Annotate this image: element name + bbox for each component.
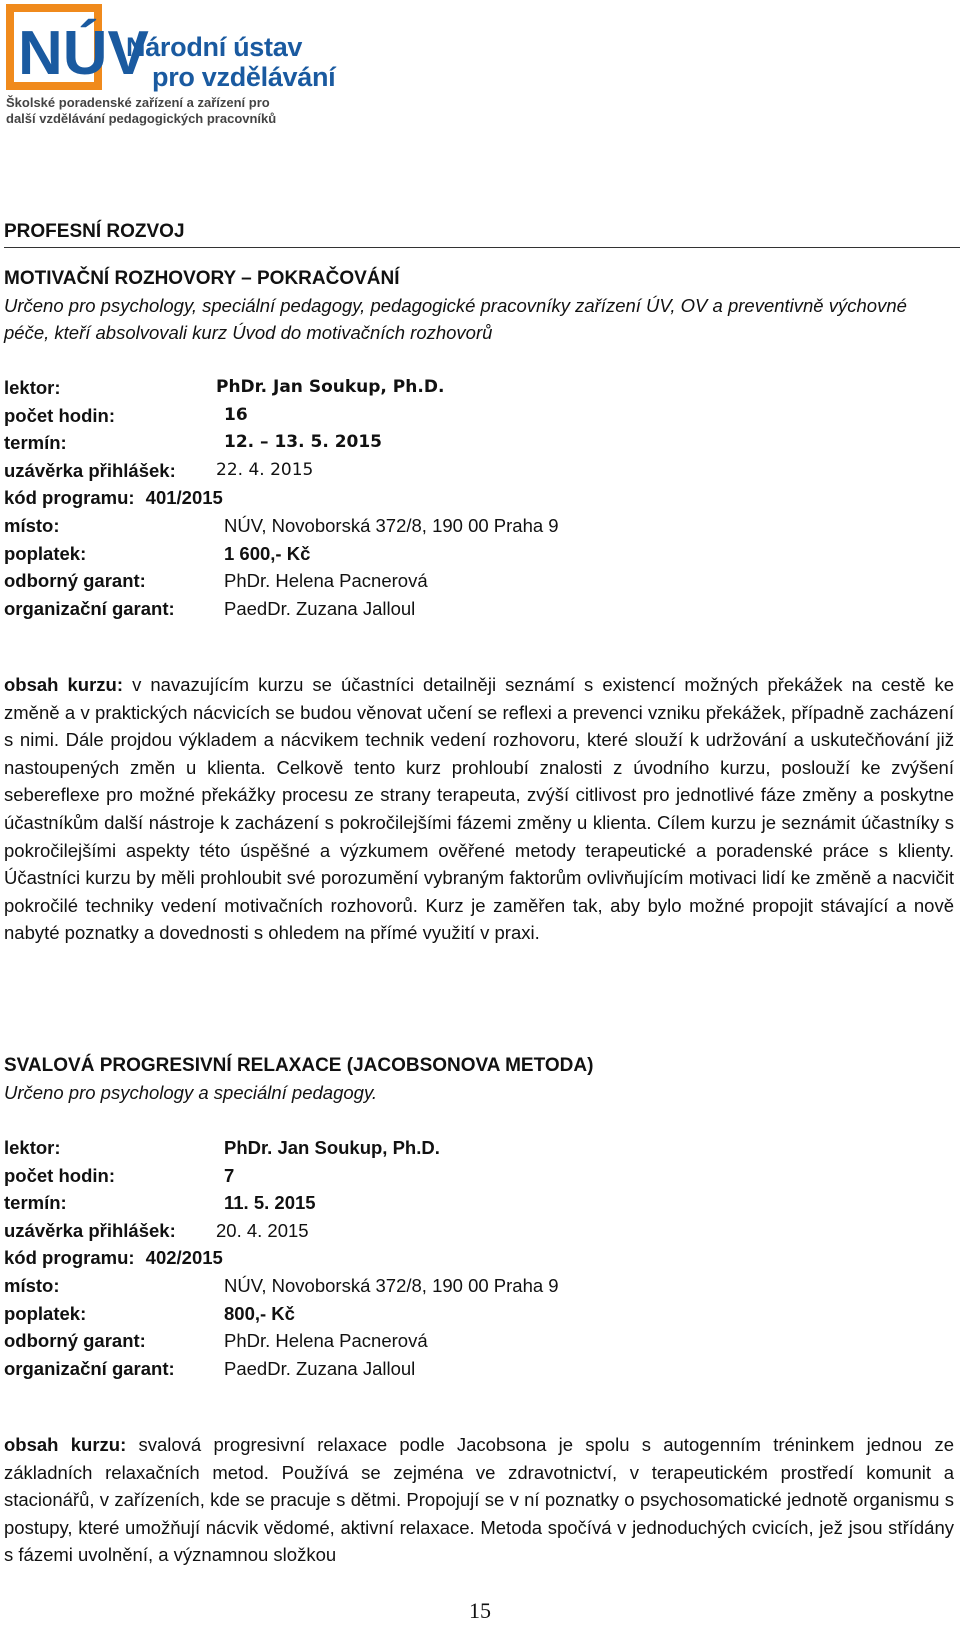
detail-label: uzávěrka přihlášek: [4,1219,176,1241]
detail-value-expert: PhDr. Helena Pacnerová [224,1330,428,1352]
detail-value-hours: 7 [224,1164,235,1186]
section-title: PROFESNÍ ROZVOJ [4,221,185,242]
detail-label: kód programu: [4,487,135,509]
detail-value-term: 12. – 13. 5. 2015 [224,432,383,453]
course-1-title: MOTIVAČNÍ ROZHOVORY – POKRAČOVÁNÍ [4,268,400,289]
detail-row-program [4,484,904,512]
detail-row-term [4,1189,904,1217]
detail-row-lector [4,1134,904,1162]
detail-value-org: PaedDr. Zuzana Jalloul [224,597,416,619]
org-name-line1: Národní ústav [126,32,303,62]
section-divider [4,247,960,248]
detail-row-place [4,1272,904,1300]
course-2-content [4,1431,954,1569]
detail-label: termín: [4,432,67,454]
detail-value-fee: 1 600,- Kč [224,542,311,564]
org-subtitle-line1: Školské poradenské zařízení a zařízení pro [6,95,270,110]
detail-label: poplatek: [4,542,87,564]
detail-row-place [4,512,904,540]
detail-row-deadline [4,457,904,485]
course-2-title: SVALOVÁ PROGRESIVNÍ RELAXACE (JACOBSONOVA METODA) [4,1055,594,1076]
course-1-content [4,671,954,947]
detail-value-term: 11. 5. 2015 [224,1192,316,1214]
detail-value-deadline: 20. 4. 2015 [216,1219,309,1241]
org-subtitle-line2: další vzdělávání pedagogických pracovníků [6,111,277,126]
course-1-intended-for: Určeno pro psychology, speciální pedagogy, pedagogické pracovníky zařízení ÚV, OV a preventivně výchovné péče, kteří absolvovali kurz Úvod do motivačních rozhovorů [4,295,907,343]
detail-label: odborný garant: [4,1330,146,1352]
detail-label: lektor: [4,1137,61,1158]
detail-row-expert [4,567,904,595]
detail-label: uzávěrka přihlášek: [4,459,176,481]
detail-value-place: NÚV, Novoborská 372/8, 190 00 Praha 9 [224,1274,559,1296]
detail-row-expert [4,1327,904,1355]
detail-label: lektor: [4,377,61,398]
detail-row-term [4,429,904,457]
detail-label: odborný garant: [4,570,146,592]
detail-label: místo: [4,514,60,536]
detail-label: počet hodin: [4,1164,115,1186]
org-name-line2: pro vzdělávání [152,62,336,92]
course-2-header [4,1052,956,1106]
detail-label: kód programu: [4,1247,135,1269]
detail-row-fee [4,1300,904,1328]
detail-row-lector [4,374,904,402]
course-1-details [4,374,904,622]
detail-value-lector: PhDr. Jan Soukup, Ph.D. [216,377,445,397]
detail-value-hours: 16 [224,404,248,425]
content-text: svalová progresivní relaxace podle Jacobsona je spolu s autogenním tréninkem jednou ze základních relaxačních metod. Používá se zejména ve zdravotnictví, v terapeutickém prostředí komunit a stacionářů, v zařízeních, kde se pracuje s dětmi. Propojují se v ní poznatky o psychosomatické jednotě organismu s postupy, které umožňují nácvik vědomé, aktivní relaxace. Metoda spočívá v jednoduchých cvicích, jež jsou střídány s fázemi uvolnění, a významnou složkou [4,1434,954,1566]
detail-label: termín: [4,1192,67,1214]
detail-row-org [4,1355,904,1383]
content-text: v navazujícím kurzu se účastníci detailněji seznámí s existencí možných překážek na cestě ke změně a v praktických nácvicích se budou věnovat učení se reflexi a prevenci vzniku překážek, případně zacházení s nimi. Dále projdou výkladem a nácvikem technik vedení rozhovoru, které slouží k udržování a uskutečňování již nastoupených změn u klienta. Celkově tento kurz prohloubí znalosti z úvodního kurzu, poslouží ke zvýšení sebereflexe pro možné překážky procesu ze strany terapeuta, zvýší citlivost pro jednotlivé fáze změny a poskytne účastníkům další nástroje k zacházení s pokročilejšími fázemi změny u klienta. Cílem kurzu je seznámit účastníky s pokročilejšími aspekty této úspěšné a výzkumem ověřené metody terapeutické a poradenské práce s klienty. Účastníci kurzu by měli prohloubit své porozumění vybraným faktorům ovlivňujícím motivaci lidí ke změně a nacvičit pokročilé techniky vedení motivačních rozhovorů. Kurz je zaměřen tak, aby bylo možné propojit stávající a nově nabyté poznatky a dovednosti s ohledem na přímé využití v praxi. [4,674,955,944]
detail-row-hours [4,402,904,430]
detail-row-org [4,595,904,623]
detail-label: poplatek: [4,1302,87,1324]
detail-row-program [4,1244,904,1272]
nuv-logo [4,2,336,127]
detail-value-lector: PhDr. Jan Soukup, Ph.D. [224,1137,440,1158]
detail-value-expert: PhDr. Helena Pacnerová [224,570,428,592]
detail-row-deadline [4,1217,904,1245]
detail-value-program: 402/2015 [145,1247,223,1269]
detail-value-fee: 800,- Kč [224,1302,295,1324]
detail-label: organizační garant: [4,1357,175,1379]
course-2-intended-for: Určeno pro psychology a speciální pedagogy. [4,1082,377,1103]
logo-mark-text: NÚV [18,19,149,88]
detail-label: místo: [4,1274,60,1296]
nuv-logo-mark-icon [4,2,149,94]
detail-value-deadline: 22. 4. 2015 [216,459,314,480]
content-label: obsah kurzu: [4,1434,127,1455]
course-1-header [4,265,956,346]
detail-label: organizační garant: [4,597,175,619]
detail-value-place: NÚV, Novoborská 372/8, 190 00 Praha 9 [224,514,559,536]
course-2-details [4,1134,904,1382]
page-number: 15 [469,1598,491,1623]
detail-row-fee [4,540,904,568]
detail-value-program: 401/2015 [145,487,223,509]
content-label: obsah kurzu: [4,674,124,695]
detail-row-hours [4,1162,904,1190]
detail-label: počet hodin: [4,404,115,426]
detail-value-org: PaedDr. Zuzana Jalloul [224,1357,416,1379]
